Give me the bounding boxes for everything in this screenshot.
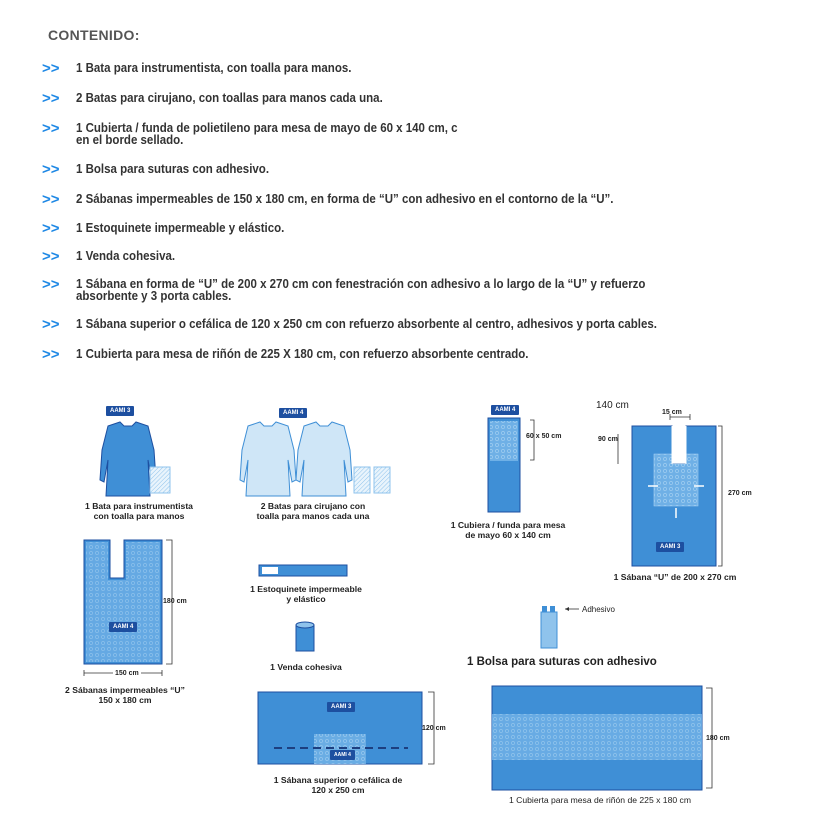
section-heading: CONTENIDO:	[48, 27, 140, 43]
batas-caption: 2 Batas para cirujano con toalla para manos cada una	[256, 501, 370, 521]
list-item: >> 1 Bolsa para suturas con adhesivo.	[42, 161, 270, 178]
list-item: >> 1 Sábana superior o cefálica de 120 x 250 cm con refuerzo absorbente al centro, adhesivos y porta cables.	[42, 316, 657, 333]
double-chevron-icon: >>	[42, 120, 60, 137]
double-chevron-icon: >>	[42, 60, 60, 77]
list-item: >> 2 Batas para cirujano, con toallas para manos cada una.	[42, 90, 383, 107]
aami-badge: AAMI 3	[106, 406, 134, 416]
list-item: >> 1 Estoquinete impermeable y elástico.	[42, 220, 285, 237]
stockinette-illustration	[258, 564, 350, 578]
list-item: >> 1 Sábana en forma de “U” de 200 x 270 cm con fenestración con adhesivo a lo largo de la “U” y refuerzo absorbente y 3 porta cables.	[42, 276, 646, 303]
double-chevron-icon: >>	[42, 90, 60, 107]
sheets-dim-180: 180 cm	[163, 598, 187, 605]
u-sheet-dim-270: 270 cm	[728, 490, 752, 497]
mayo-caption: 1 Cubiera / funda para mesa de mayo 60 x 140 cm	[450, 520, 566, 540]
adhesive-label: Adhesivo	[582, 605, 615, 614]
sheets-u-illustration	[82, 538, 182, 678]
double-chevron-icon: >>	[42, 161, 60, 178]
sheets-dim-150: 150 cm	[115, 670, 139, 677]
double-chevron-icon: >>	[42, 248, 60, 265]
aami-badge: AAMI 3	[656, 542, 684, 552]
mayo-dimension: 60 x 50 cm	[526, 433, 562, 440]
double-chevron-icon: >>	[42, 316, 60, 333]
u-sheet-top-dim: 140 cm	[596, 400, 629, 411]
kidney-caption: 1 Cubierta para mesa de riñón de 225 x 180 cm	[508, 795, 691, 805]
sheets-caption: 2 Sábanas impermeables “U” 150 x 180 cm	[65, 685, 185, 705]
list-item: >> 2 Sábanas impermeables de 150 x 180 cm, en forma de “U” con adhesivo en el contorno de la “U”.	[42, 191, 614, 208]
list-item: >> 1 Cubierta / funda de polietileno para mesa de mayo de 60 x 140 cm, c en el borde sellado.	[42, 120, 458, 147]
u-sheet-dim-90: 90 cm	[598, 436, 618, 443]
list-item: >> 1 Bata para instrumentista, con toalla para manos.	[42, 60, 352, 77]
list-item: >> 1 Venda cohesiva.	[42, 248, 176, 265]
bata-caption: 1 Bata para instrumentista con toalla para manos	[85, 501, 193, 521]
kidney-table-cover-illustration	[492, 686, 722, 794]
double-chevron-icon: >>	[42, 191, 60, 208]
head-sheet-dim-120: 120 cm	[422, 725, 446, 732]
double-chevron-icon: >>	[42, 220, 60, 237]
u-sheet-dim-15: 15 cm	[662, 409, 682, 416]
aami-badge: AAMI 4	[330, 750, 355, 760]
aami-badge: AAMI 3	[327, 702, 355, 712]
stockinette-caption: 1 Estoquinete impermeable y elástico	[250, 584, 362, 604]
double-chevron-icon: >>	[42, 346, 60, 363]
list-item: >> 1 Cubierta para mesa de riñón de 225 X 180 cm, con refuerzo absorbente centrado.	[42, 346, 529, 363]
aami-badge: AAMI 4	[109, 622, 137, 632]
u-sheet-caption: 1 Sábana “U” de 200 x 270 cm	[613, 572, 737, 582]
kidney-dim-180: 180 cm	[706, 735, 730, 742]
suture-bag-caption: 1 Bolsa para suturas con adhesivo	[467, 656, 657, 668]
double-chevron-icon: >>	[42, 276, 60, 293]
aami-badge: AAMI 4	[491, 405, 519, 415]
gowns-illustration	[238, 420, 398, 500]
bandage-roll-illustration	[294, 621, 318, 655]
aami-badge: AAMI 4	[279, 408, 307, 418]
towel-illustration	[150, 467, 170, 493]
bandage-caption: 1 Venda cohesiva	[270, 662, 342, 672]
head-sheet-caption: 1 Sábana superior o cefálica de 120 x 250 cm	[273, 775, 403, 795]
